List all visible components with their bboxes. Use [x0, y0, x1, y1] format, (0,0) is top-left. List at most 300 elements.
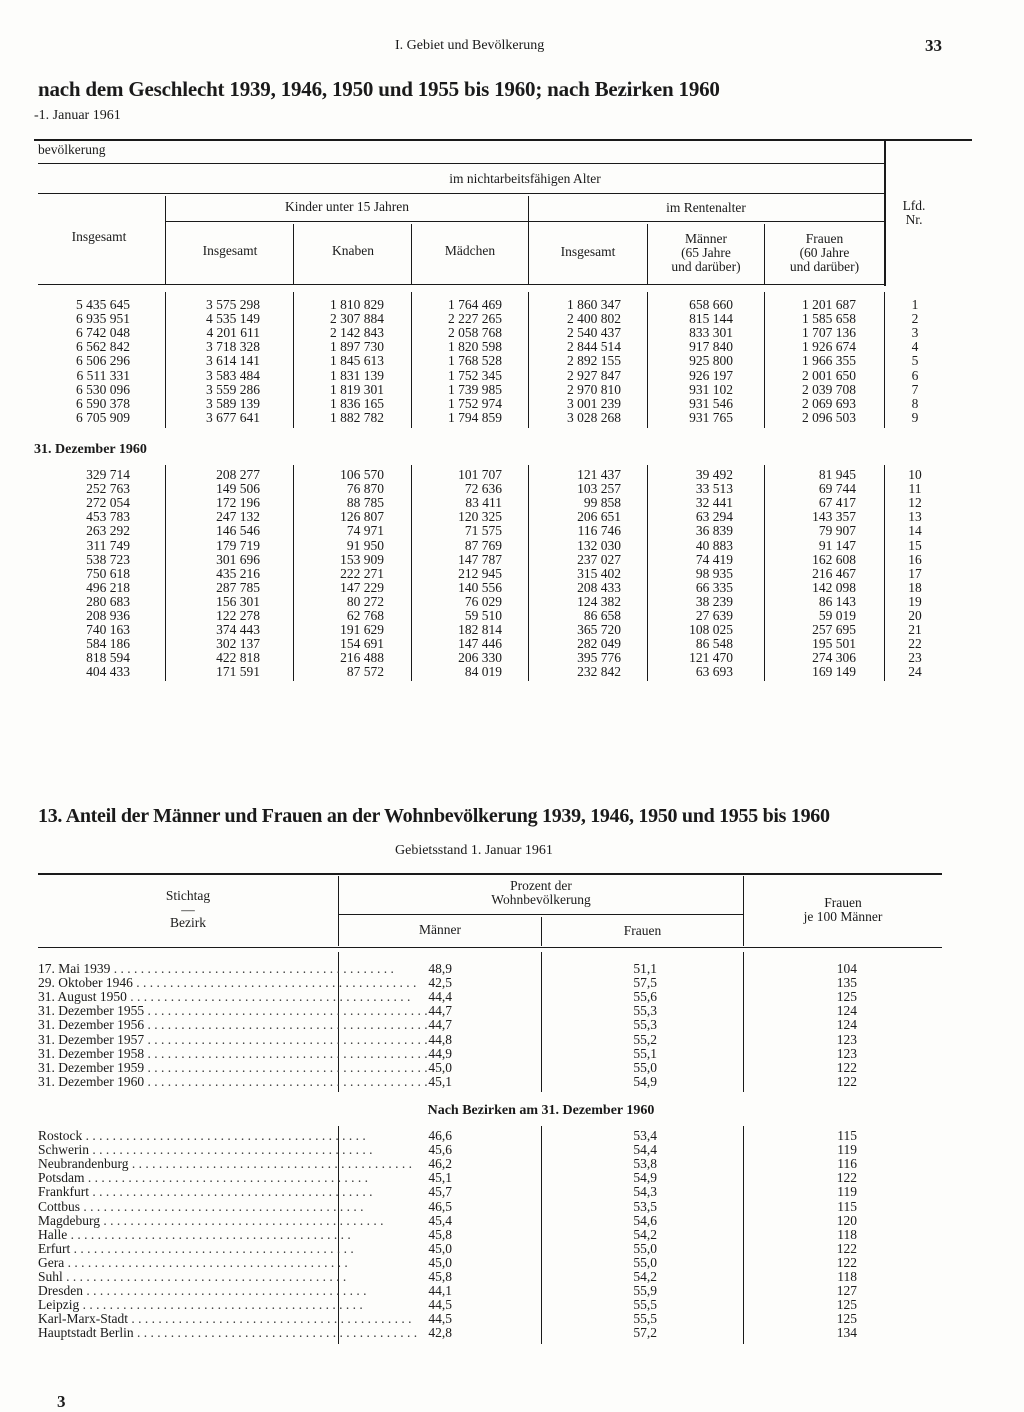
header-frauen-60: Frauen (60 Jahre und darüber) — [789, 231, 860, 274]
row-label: Halle . . . . . . . . . . . . . . . . . . . . . . . . . . . . . . . . . . . . . . . . . . — [38, 1226, 351, 1242]
table-cell: 74 419 — [695, 551, 733, 567]
table-cell: 3 001 239 — [567, 395, 621, 411]
t13-head-rule-mid — [339, 914, 743, 915]
table-cell: 32 441 — [695, 495, 733, 511]
table-cell: 1 820 598 — [448, 339, 502, 355]
table-cell: 84 019 — [464, 664, 502, 680]
row-label: Gera . . . . . . . . . . . . . . . . . . . . . . . . . . . . . . . . . . . . . . . . . . — [38, 1254, 348, 1270]
table-cell: 3 583 484 — [206, 367, 260, 383]
header-frauen-pct: Frauen — [623, 923, 662, 938]
table-cell: 538 723 — [86, 551, 130, 567]
table-cell: 22 — [908, 636, 922, 652]
table-cell: 2 058 768 — [448, 325, 502, 341]
table-cell: 86 548 — [695, 636, 733, 652]
table-cell: 282 049 — [577, 636, 621, 652]
header-insgesamt: Insgesamt — [71, 229, 127, 244]
table-cell: 86 658 — [583, 608, 621, 623]
leader-dots: . . . . . . . . . . . . . . . . . . . . . . . . . . . . . . . . . . . . . . . . . . — [84, 1170, 369, 1186]
running-header: I. Gebiet und Bevölkerung — [395, 38, 545, 53]
table-cell: 3 718 328 — [206, 339, 260, 355]
table-cell: 1 585 658 — [802, 311, 856, 327]
leader-dots: . . . . . . . . . . . . . . . . . . . . . . . . . . . . . . . . . . . . . . . . . . — [132, 975, 417, 991]
table-cell: 287 785 — [216, 579, 260, 595]
table-cell: 6 530 096 — [76, 381, 130, 397]
table-cell: 7 — [911, 381, 919, 397]
table-cell: 57,2 — [633, 1325, 657, 1341]
row-label: 17. Mai 1939 . . . . . . . . . . . . . . . . . . . . . . . . . . . . . . . . . . . . . . . . . . — [38, 961, 394, 976]
table-cell: 81 945 — [818, 467, 856, 482]
table-cell: 63 294 — [695, 509, 733, 525]
table-cell: 104 — [836, 961, 857, 976]
table-cell: 301 696 — [216, 551, 260, 567]
table-cell: 2 970 810 — [567, 381, 621, 397]
row-label: 31. Dezember 1956 . . . . . . . . . . . . . . . . . . . . . . . . . . . . . . . . . . . . . . . . . . — [38, 1017, 428, 1033]
table-cell: 127 — [836, 1283, 857, 1299]
table-cell: 3 677 641 — [206, 409, 260, 425]
table-cell: 40 883 — [695, 537, 733, 553]
table-cell: 931 765 — [689, 409, 733, 425]
row-label: 29. Oktober 1946 . . . . . . . . . . . . . . . . . . . . . . . . . . . . . . . . . . . . . . . . . . — [38, 975, 417, 991]
leader-dots: . . . . . . . . . . . . . . . . . . . . . . . . . . . . . . . . . . . . . . . . . . — [110, 961, 394, 976]
table-cell: 169 149 — [812, 664, 856, 680]
header-nicht-arbeitsfaehig: im nichtarbeitsfähigen Alter — [449, 171, 601, 186]
table-cell: 125 — [836, 1297, 857, 1313]
table-cell: 21 — [908, 622, 922, 638]
table-cell: 12 — [908, 495, 922, 511]
table-cell: 115 — [837, 1128, 857, 1143]
table12-col-divider-2 — [528, 196, 529, 284]
table-cell: 55,5 — [633, 1311, 657, 1327]
row-label: Karl-Marx-Stadt . . . . . . . . . . . . . . . . . . . . . . . . . . . . . . . . . . . . . . . . . . — [38, 1311, 412, 1327]
row-label: Cottbus . . . . . . . . . . . . . . . . . . . . . . . . . . . . . . . . . . . . . . . . . . — [38, 1198, 364, 1214]
header-dash: — — [181, 902, 195, 917]
table12-section-b-label: 31. Dezember 1960 — [34, 442, 147, 457]
table-cell: 54,4 — [633, 1142, 657, 1158]
table-cell: 122 — [836, 1059, 857, 1075]
table-cell: 54,2 — [633, 1269, 657, 1284]
table-cell: 232 842 — [577, 664, 621, 680]
table-cell: 6 506 296 — [76, 353, 130, 369]
table-cell: 66 335 — [695, 579, 733, 595]
table-cell: 8 — [911, 395, 919, 411]
table-cell: 44,4 — [428, 989, 452, 1005]
t13-body-div-b2 — [541, 1126, 542, 1344]
table-cell: 2 039 708 — [802, 381, 856, 397]
table13-title: 13. Anteil der Männer und Frauen an der Wohnbevölkerung 1939, 1946, 1950 und 1955 bis 1960 — [38, 805, 830, 827]
header-stichtag: Stichtag — [165, 888, 211, 903]
table-cell: 140 556 — [458, 579, 502, 595]
row-label: Dresden . . . . . . . . . . . . . . . . . . . . . . . . . . . . . . . . . . . . . . . . . . — [38, 1283, 367, 1299]
table-cell: 123 — [836, 1045, 857, 1061]
table-cell: 45,0 — [428, 1240, 452, 1256]
table-cell: 55,0 — [633, 1254, 657, 1270]
table-cell: 374 443 — [216, 622, 260, 638]
table12-rule-2 — [38, 193, 884, 194]
table-cell: 179 719 — [216, 537, 260, 553]
table-cell: 149 506 — [216, 481, 260, 497]
table-cell: 54,3 — [633, 1184, 657, 1200]
table13-subtitle: Gebietsstand 1. Januar 1961 — [395, 843, 553, 858]
table-cell: 6 705 909 — [76, 409, 130, 425]
table-cell: 6 935 951 — [76, 311, 130, 327]
table-cell: 17 — [908, 565, 922, 581]
table-cell: 453 783 — [86, 509, 130, 525]
header-maenner-pct: Männer — [419, 922, 461, 937]
table-cell: 6 742 048 — [76, 325, 130, 341]
leader-dots: . . . . . . . . . . . . . . . . . . . . . . . . . . . . . . . . . . . . . . . . . . — [144, 1059, 428, 1075]
leader-dots: . . . . . . . . . . . . . . . . . . . . . . . . . . . . . . . . . . . . . . . . . . — [100, 1212, 384, 1228]
table-cell: 46,2 — [428, 1156, 452, 1172]
table-cell: 2 069 693 — [802, 395, 856, 411]
table-cell: 55,3 — [633, 1003, 657, 1019]
table-cell: 917 840 — [689, 339, 733, 355]
leader-dots: . . . . . . . . . . . . . . . . . . . . . . . . . . . . . . . . . . . . . . . . . . — [89, 1184, 373, 1200]
table-cell: 118 — [837, 1226, 857, 1242]
table-cell: 2 844 514 — [567, 339, 621, 355]
table-cell: 45,4 — [428, 1212, 452, 1228]
table-cell: 59 019 — [818, 608, 856, 623]
table-cell: 91 950 — [346, 537, 384, 553]
table-cell: 818 594 — [86, 650, 130, 666]
table-cell: 1 764 469 — [448, 297, 502, 312]
table13-section-b-label: Nach Bezirken am 31. Dezember 1960 — [427, 1103, 655, 1118]
table-cell: 1 966 355 — [802, 353, 856, 369]
row-label: 31. Dezember 1959 . . . . . . . . . . . . . . . . . . . . . . . . . . . . . . . . . . . . . . . . . . — [38, 1059, 428, 1075]
table-cell: 1 860 347 — [567, 297, 621, 312]
table-cell: 222 271 — [340, 565, 384, 581]
table-cell: 2 927 847 — [567, 367, 621, 383]
table-cell: 280 683 — [86, 593, 130, 609]
leader-dots: . . . . . . . . . . . . . . . . . . . . . . . . . . . . . . . . . . . . . . . . . . — [80, 1198, 364, 1214]
table-cell: 36 839 — [695, 523, 733, 539]
table-cell: 6 — [911, 367, 919, 383]
table-cell: 126 807 — [340, 509, 384, 525]
table-cell: 101 707 — [458, 467, 502, 482]
table-cell: 120 325 — [458, 509, 502, 525]
table-cell: 926 197 — [689, 367, 733, 383]
table12-header-bottom-rule — [38, 284, 884, 285]
table-cell: 42,8 — [428, 1325, 452, 1341]
row-label: Leipzig . . . . . . . . . . . . . . . . . . . . . . . . . . . . . . . . . . . . . . . . . . — [38, 1297, 363, 1313]
table-cell: 435 216 — [216, 565, 260, 581]
table-cell: 1 707 136 — [802, 325, 856, 341]
table-cell: 45,0 — [428, 1254, 452, 1270]
table-cell: 106 570 — [340, 467, 384, 482]
table-cell: 2 400 802 — [567, 311, 621, 327]
table-cell: 1 897 730 — [330, 339, 384, 355]
table-cell: 99 858 — [583, 495, 621, 511]
header-prozent: Prozent der Wohnbevölkerung — [491, 878, 591, 907]
table-cell: 44,5 — [428, 1311, 452, 1327]
table-cell: 212 945 — [458, 565, 502, 581]
table-cell: 54,6 — [633, 1212, 657, 1228]
table-cell: 44,7 — [428, 1003, 452, 1019]
table-cell: 132 030 — [577, 537, 621, 553]
leader-dots: . . . . . . . . . . . . . . . . . . . . . . . . . . . . . . . . . . . . . . . . . . — [89, 1142, 373, 1158]
leader-dots: . . . . . . . . . . . . . . . . . . . . . . . . . . . . . . . . . . . . . . . . . . — [144, 1003, 428, 1019]
table-cell: 740 163 — [86, 622, 130, 638]
table-cell: 172 196 — [216, 495, 260, 511]
row-label: Neubrandenburg . . . . . . . . . . . . . . . . . . . . . . . . . . . . . . . . . . . . . . . . . . — [38, 1156, 412, 1172]
table-cell: 154 691 — [340, 636, 384, 652]
table-cell: 46,6 — [428, 1128, 452, 1143]
table-cell: 44,9 — [428, 1045, 452, 1061]
table-cell: 55,3 — [633, 1017, 657, 1033]
table-cell: 87 572 — [346, 664, 384, 680]
table-cell: 750 618 — [86, 565, 130, 581]
t13-body-div-a2 — [541, 952, 542, 1092]
row-label: 31. Dezember 1955 . . . . . . . . . . . . . . . . . . . . . . . . . . . . . . . . . . . . . . . . . . — [38, 1003, 428, 1019]
table-cell: 208 936 — [86, 608, 130, 623]
row-label: 31. Dezember 1960 . . . . . . . . . . . . . . . . . . . . . . . . . . . . . . . . . . . . . . . . . . — [38, 1073, 428, 1089]
table-cell: 122 — [836, 1073, 857, 1089]
table-cell: 1 845 613 — [330, 353, 384, 369]
header-lfd-nr: Lfd. Nr. — [902, 198, 926, 227]
table-cell: 122 278 — [216, 608, 260, 623]
table-cell: 45,1 — [428, 1170, 452, 1186]
table-cell: 120 — [836, 1212, 857, 1228]
table-cell: 121 470 — [689, 650, 733, 666]
table-cell: 1 794 859 — [448, 409, 502, 425]
table-cell: 86 143 — [818, 593, 856, 609]
row-label: Hauptstadt Berlin . . . . . . . . . . . . . . . . . . . . . . . . . . . . . . . . . . . . . . . . . . — [38, 1325, 418, 1341]
table-cell: 69 744 — [818, 481, 856, 497]
table-cell: 1 752 345 — [448, 367, 502, 383]
table-cell: 925 800 — [689, 353, 733, 369]
table-cell: 124 — [836, 1017, 857, 1033]
row-label: 31. Dezember 1958 . . . . . . . . . . . . . . . . . . . . . . . . . . . . . . . . . . . . . . . . . . — [38, 1045, 428, 1061]
table-cell: 6 511 331 — [76, 367, 130, 383]
leader-dots: . . . . . . . . . . . . . . . . . . . . . . . . . . . . . . . . . . . . . . . . . . — [144, 1045, 428, 1061]
table12-rule-group — [38, 163, 884, 164]
table-cell: 143 357 — [812, 509, 856, 525]
table-cell: 122 — [836, 1240, 857, 1256]
table-cell: 2 307 884 — [330, 311, 384, 327]
table-cell: 208 277 — [216, 467, 260, 482]
table-cell: 658 660 — [689, 297, 733, 312]
table-cell: 123 — [836, 1031, 857, 1047]
table-cell: 20 — [908, 608, 922, 623]
table-cell: 119 — [837, 1184, 857, 1200]
table-cell: 142 098 — [812, 579, 856, 595]
table-cell: 55,6 — [633, 989, 657, 1005]
table-cell: 135 — [836, 975, 857, 991]
table-cell: 18 — [908, 579, 922, 595]
table12-group-label: bevölkerung — [38, 142, 106, 157]
table-cell: 311 749 — [86, 537, 130, 553]
table-cell: 156 301 — [216, 593, 260, 609]
table-cell: 125 — [836, 1311, 857, 1327]
leader-dots: . . . . . . . . . . . . . . . . . . . . . . . . . . . . . . . . . . . . . . . . . . — [144, 1073, 428, 1089]
row-label: Schwerin . . . . . . . . . . . . . . . . . . . . . . . . . . . . . . . . . . . . . . . . . . — [38, 1142, 373, 1158]
table-cell: 247 132 — [216, 509, 260, 525]
table-cell: 365 720 — [577, 622, 621, 638]
table-cell: 422 818 — [216, 650, 260, 666]
page-footer-marker: 3 — [57, 1392, 66, 1411]
table-cell: 63 693 — [695, 664, 733, 680]
table-cell: 46,5 — [428, 1198, 452, 1214]
t13-body-div-a3 — [743, 952, 744, 1092]
leader-dots: . . . . . . . . . . . . . . . . . . . . . . . . . . . . . . . . . . . . . . . . . . — [62, 1269, 347, 1284]
table-cell: 208 433 — [577, 579, 621, 595]
table-cell: 76 870 — [346, 481, 384, 497]
leader-dots: . . . . . . . . . . . . . . . . . . . . . . . . . . . . . . . . . . . . . . . . . . — [144, 1031, 428, 1047]
table-cell: 15 — [908, 537, 922, 553]
table-cell: 44,7 — [428, 1017, 452, 1033]
table-cell: 302 137 — [216, 636, 260, 652]
table-cell: 153 909 — [340, 551, 384, 567]
table-cell: 53,5 — [633, 1198, 657, 1214]
table-cell: 584 186 — [86, 636, 130, 652]
table-cell: 124 — [836, 1003, 857, 1019]
table-cell: 54,9 — [633, 1073, 657, 1089]
table-cell: 10 — [908, 467, 922, 482]
table-cell: 191 629 — [340, 622, 384, 638]
leader-dots: . . . . . . . . . . . . . . . . . . . . . . . . . . . . . . . . . . . . . . . . . . — [79, 1297, 363, 1313]
table-cell: 119 — [837, 1142, 857, 1158]
row-label: 31. Dezember 1957 . . . . . . . . . . . . . . . . . . . . . . . . . . . . . . . . . . . . . . . . . . — [38, 1031, 428, 1047]
table-cell: 833 301 — [689, 325, 733, 341]
table12-date-line: -1. Januar 1961 — [34, 108, 121, 123]
table-cell: 146 546 — [216, 523, 260, 539]
table-cell: 195 501 — [812, 636, 856, 652]
table-cell: 38 239 — [695, 593, 733, 609]
table-cell: 272 054 — [86, 495, 130, 511]
row-label: Erfurt . . . . . . . . . . . . . . . . . . . . . . . . . . . . . . . . . . . . . . . . . . — [38, 1240, 354, 1256]
table-cell: 98 935 — [695, 565, 733, 581]
table-cell: 3 028 268 — [567, 409, 621, 425]
row-label: Potsdam . . . . . . . . . . . . . . . . . . . . . . . . . . . . . . . . . . . . . . . . . . — [38, 1170, 369, 1186]
table-cell: 182 814 — [458, 622, 502, 638]
table-cell: 27 639 — [695, 608, 733, 623]
table-cell: 54,2 — [633, 1226, 657, 1242]
table-cell: 206 330 — [458, 650, 502, 666]
table-cell: 55,9 — [633, 1283, 657, 1299]
header-kinder-insgesamt: Insgesamt — [202, 243, 258, 258]
table-cell: 3 614 141 — [206, 353, 260, 369]
table-cell: 54,9 — [633, 1170, 657, 1186]
table-cell: 1 810 829 — [330, 297, 384, 312]
table-cell: 315 402 — [577, 565, 621, 581]
table-cell: 79 907 — [818, 523, 856, 539]
table-cell: 55,1 — [633, 1045, 657, 1061]
table-cell: 55,5 — [633, 1297, 657, 1313]
table-cell: 33 513 — [695, 481, 733, 497]
table-cell: 931 102 — [689, 381, 733, 397]
row-label: 31. August 1950 . . . . . . . . . . . . . . . . . . . . . . . . . . . . . . . . . . . . . . . . . . — [38, 989, 411, 1005]
table-cell: 257 695 — [812, 622, 856, 638]
table-cell: 51,1 — [633, 961, 657, 976]
table-cell: 2 — [911, 311, 919, 327]
table12-title: nach dem Geschlecht 1939, 1946, 1950 und 1955 bis 1960; nach Bezirken 1960 — [38, 77, 720, 101]
table-cell: 62 768 — [346, 608, 384, 623]
table-cell: 1 — [911, 297, 919, 312]
table-cell: 2 540 437 — [567, 325, 621, 341]
table-cell: 44,5 — [428, 1297, 452, 1313]
table-cell: 171 591 — [216, 664, 260, 680]
table-cell: 44,8 — [428, 1031, 452, 1047]
table-cell: 6 562 842 — [76, 339, 130, 355]
table-cell: 16 — [908, 551, 922, 567]
table-cell: 122 — [836, 1170, 857, 1186]
table-cell: 88 785 — [346, 495, 384, 511]
table-cell: 1 819 301 — [330, 381, 384, 397]
table-cell: 108 025 — [689, 622, 733, 638]
leader-dots: . . . . . . . . . . . . . . . . . . . . . . . . . . . . . . . . . . . . . . . . . . — [126, 989, 411, 1005]
table-cell: 496 218 — [86, 579, 130, 595]
table-cell: 19 — [908, 593, 922, 609]
table-cell: 76 029 — [464, 593, 502, 609]
page-number: 33 — [925, 36, 942, 55]
table-cell: 124 382 — [577, 593, 621, 609]
table-cell: 1 739 985 — [448, 381, 502, 397]
table-cell: 1 831 139 — [330, 367, 384, 383]
table-cell: 3 559 286 — [206, 381, 260, 397]
header-kinder: Kinder unter 15 Jahren — [284, 199, 410, 214]
table-cell: 404 433 — [86, 664, 130, 680]
table-cell: 91 147 — [818, 537, 856, 553]
table-cell: 4 — [911, 339, 919, 355]
table-cell: 4 535 149 — [206, 311, 260, 327]
table-cell: 83 411 — [465, 495, 502, 511]
header-bezirk: Bezirk — [170, 915, 206, 930]
table-cell: 1 752 974 — [448, 395, 502, 411]
table-cell: 329 714 — [86, 467, 130, 482]
table-cell: 147 787 — [458, 551, 502, 567]
table12-rule-3 — [166, 221, 884, 222]
table-cell: 1 926 674 — [802, 339, 856, 355]
table-cell: 53,4 — [633, 1128, 657, 1143]
table-cell: 4 201 611 — [206, 325, 260, 341]
row-label: Rostock . . . . . . . . . . . . . . . . . . . . . . . . . . . . . . . . . . . . . . . . . . — [38, 1128, 366, 1143]
table12-top-rule — [34, 139, 972, 141]
row-label: Suhl . . . . . . . . . . . . . . . . . . . . . . . . . . . . . . . . . . . . . . . . . . — [38, 1269, 347, 1284]
table-cell: 162 608 — [812, 551, 856, 567]
table-cell: 72 636 — [464, 481, 502, 497]
leader-dots: . . . . . . . . . . . . . . . . . . . . . . . . . . . . . . . . . . . . . . . . . . — [128, 1156, 412, 1172]
table-cell: 11 — [908, 481, 922, 497]
table-cell: 55,0 — [633, 1059, 657, 1075]
table-cell: 13 — [908, 509, 922, 525]
header-maedchen: Mädchen — [444, 243, 496, 258]
table-cell: 1 201 687 — [802, 297, 856, 312]
table-cell: 45,8 — [428, 1226, 452, 1242]
table-cell: 45,7 — [428, 1184, 452, 1200]
t13-body-div-b3 — [743, 1126, 744, 1344]
table-cell: 134 — [836, 1325, 857, 1341]
table-cell: 42,5 — [428, 975, 452, 991]
table-cell: 57,5 — [633, 975, 657, 991]
table-cell: 147 229 — [340, 579, 384, 595]
table-cell: 121 437 — [577, 467, 621, 482]
table-cell: 5 435 645 — [76, 297, 130, 312]
table-cell: 9 — [911, 409, 919, 425]
table-cell: 206 651 — [577, 509, 621, 525]
table-cell: 80 272 — [346, 593, 384, 609]
table-cell: 115 — [837, 1198, 857, 1214]
header-maenner-65: Männer (65 Jahre und darüber) — [671, 231, 741, 274]
header-knaben: Knaben — [332, 243, 374, 258]
table-cell: 74 971 — [346, 523, 384, 539]
row-label: Frankfurt . . . . . . . . . . . . . . . . . . . . . . . . . . . . . . . . . . . . . . . . . . — [38, 1184, 373, 1200]
table-cell: 815 144 — [689, 311, 733, 327]
table-cell: 39 492 — [695, 467, 733, 482]
header-rentenalter: im Rentenalter — [666, 200, 746, 215]
table-cell: 3 — [911, 325, 919, 341]
table-cell: 23 — [908, 650, 922, 666]
leader-dots: . . . . . . . . . . . . . . . . . . . . . . . . . . . . . . . . . . . . . . . . . . — [133, 1325, 418, 1341]
leader-dots: . . . . . . . . . . . . . . . . . . . . . . . . . . . . . . . . . . . . . . . . . . — [144, 1017, 428, 1033]
